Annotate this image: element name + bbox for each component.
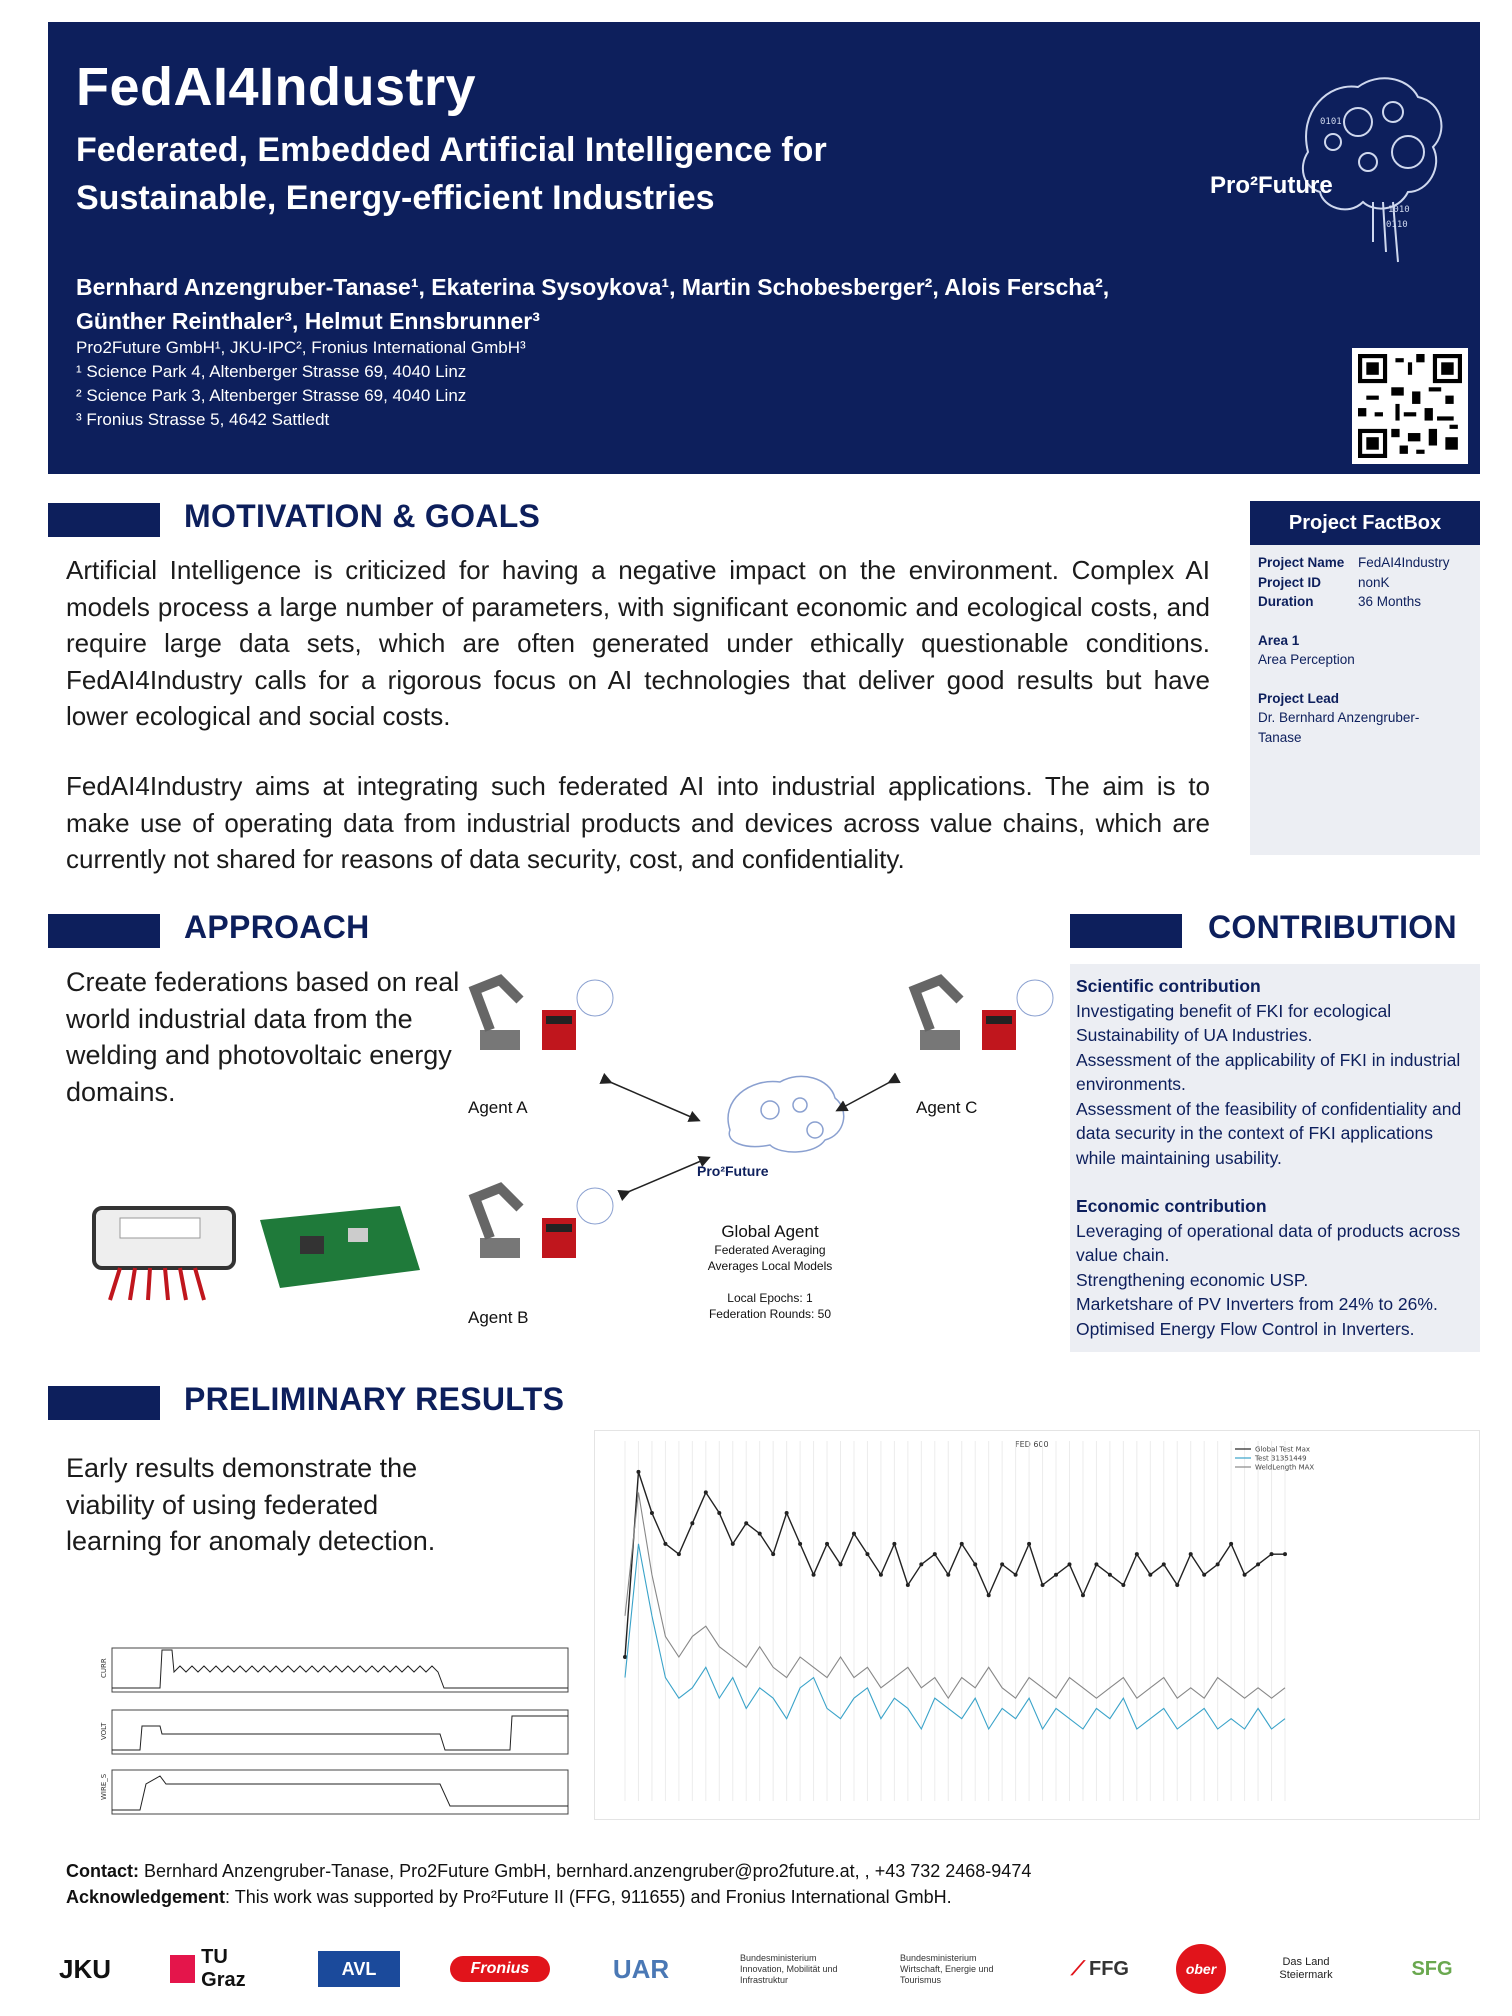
section-title-contribution: CONTRIBUTION	[1208, 909, 1457, 945]
series-point	[1243, 1573, 1247, 1577]
factbox-row	[1258, 592, 1472, 612]
brain-gear-logo	[1208, 52, 1448, 272]
series-point	[758, 1532, 762, 1536]
legend-label: Global Test Max	[1255, 1445, 1311, 1454]
acknowledgement-text: : This work was supported by Pro²Future II (FFG, 911655) and Fronius International GmbH.	[225, 1887, 952, 1907]
series-point	[852, 1532, 856, 1536]
factbox-details	[1250, 545, 1480, 747]
section-title-results: PRELIMINARY RESULTS	[184, 1381, 565, 1417]
ffg-logo: ⟋ FFG	[1071, 1957, 1129, 1980]
series-point	[1054, 1573, 1058, 1577]
ober-logo: ober	[1176, 1944, 1226, 1994]
agent-a-label: Agent A	[468, 1098, 528, 1117]
global-agent-line: Averages Local Models	[707, 1259, 833, 1273]
circuit-board-icon	[260, 1206, 420, 1288]
tu-graz-logo	[170, 1944, 270, 1994]
federation-diagram	[80, 970, 1060, 1340]
contribution-item: Optimised Energy Flow Control in Inverters.	[1076, 1318, 1415, 1339]
series-point	[839, 1562, 843, 1566]
legend-label: WeldLength MAX	[1255, 1463, 1315, 1472]
section-bar	[48, 914, 160, 948]
series-point	[1041, 1583, 1045, 1587]
contact-text[interactable]: Bernhard Anzengruber-Tanase, Pro2Future GmbH, bernhard.anzengruber@pro2future.at, , +43 732 2468-9474	[139, 1861, 1032, 1881]
series-point	[906, 1583, 910, 1587]
series-point	[1081, 1593, 1085, 1597]
series-point	[1121, 1583, 1125, 1587]
contribution-item: Leveraging of operational data of products across value chain.	[1076, 1220, 1461, 1265]
affiliation-line: ¹ Science Park 4, Altenberger Strasse 69, 4040 Linz	[76, 362, 467, 381]
poster-subtitle	[76, 126, 976, 222]
section-bar	[48, 503, 160, 537]
global-agent-line: Federation Rounds: 50	[708, 1307, 832, 1321]
pro2future-brand: Pro²Future	[1210, 172, 1333, 199]
pv-inverter-icon	[94, 1208, 234, 1300]
series-point	[1283, 1552, 1287, 1556]
sfg-logo: SFG	[1411, 1957, 1453, 1980]
authors-line-1: Bernhard Anzengruber-Tanase¹, Ekaterina Sysoykova¹, Martin Schobesberger², Alois Ferscha²,	[76, 274, 1110, 300]
results-text: Early results demonstrate the viability of using federated learning for anomaly detection.	[66, 1453, 436, 1556]
affiliation-line: ² Science Park 3, Altenberger Strasse 69, 4040 Linz	[76, 386, 467, 405]
bmimi-logo: Bundesministerium Innovation, Mobilität und Infrastruktur	[740, 1952, 838, 1985]
section-bar	[48, 1386, 160, 1420]
series-point	[771, 1552, 775, 1556]
signal-label-curr: CURR	[100, 1658, 108, 1678]
global-agent-line: Local Epochs: 1	[727, 1291, 813, 1305]
series-point	[1014, 1573, 1018, 1577]
robot-agent-a-icon	[475, 980, 613, 1050]
economic-contribution-heading: Economic contribution	[1076, 1196, 1267, 1216]
series-point	[1162, 1562, 1166, 1566]
factbox-row	[1258, 573, 1472, 593]
tu-graz-text: TU Graz	[201, 1946, 246, 1991]
series-point	[744, 1521, 748, 1525]
global-agent-caption	[660, 1222, 880, 1322]
robot-agent-b-icon	[475, 1188, 613, 1258]
series-point	[865, 1552, 869, 1556]
factbox-value: FedAI4Industry	[1358, 555, 1450, 570]
series-point	[704, 1490, 708, 1494]
series-point	[785, 1511, 789, 1515]
steiermark-logo: Das Land Steiermark	[1279, 1956, 1333, 1981]
poster-title: FedAI4Industry	[76, 57, 477, 117]
series-point	[933, 1552, 937, 1556]
section-bar	[1070, 914, 1182, 948]
contact-line	[66, 1858, 1031, 1884]
chart-title: FED 600	[1015, 1440, 1049, 1449]
factbox-value: 36 Months	[1358, 594, 1422, 609]
section-title-motivation: MOTIVATION & GOALS	[184, 498, 541, 534]
ffg-text: FFG	[1089, 1957, 1129, 1980]
scientific-contribution-heading: Scientific contribution	[1076, 976, 1261, 996]
affiliations	[76, 336, 526, 432]
global-agent-brain-icon	[728, 1076, 844, 1152]
welding-signal-plots	[100, 1644, 570, 1824]
series-point	[825, 1542, 829, 1546]
series-point	[690, 1521, 694, 1525]
global-agent-brand: Pro²Future	[697, 1163, 769, 1179]
motivation-paragraph-2: FedAI4Industry aims at integrating such federated AI into industrial applications. The aim is to make use of operating data from industrial products and devices across value chains, which are currently not shared for reasons of data security, cost, and confidentiality.	[66, 771, 1210, 874]
signal-label-wire: WIRE_S	[100, 1773, 108, 1800]
contribution-item: Assessment of the applicability of FKI in industrial environments.	[1076, 1049, 1461, 1094]
series-line	[625, 1544, 1285, 1729]
series-point	[798, 1542, 802, 1546]
contact-block	[66, 1858, 1031, 1910]
svg-text:0101: 0101	[1320, 117, 1342, 127]
series-point	[879, 1573, 883, 1577]
factbox-area-value: Area Perception	[1258, 652, 1355, 667]
affiliation-line: ³ Fronius Strasse 5, 4642 Sattledt	[76, 410, 330, 429]
series-point	[1270, 1552, 1274, 1556]
authors	[76, 270, 1176, 338]
series-point	[946, 1573, 950, 1577]
acknowledgement-label: Acknowledgement	[66, 1887, 226, 1907]
series-point	[1175, 1583, 1179, 1587]
svg-text:0110: 0110	[1386, 220, 1408, 230]
series-point	[1094, 1562, 1098, 1566]
uar-logo: UAR	[612, 1953, 670, 1984]
series-point	[1189, 1552, 1193, 1556]
factbox-area-label: Area 1	[1258, 632, 1300, 648]
series-point	[731, 1542, 735, 1546]
factbox-key: Duration	[1258, 594, 1314, 609]
factbox-title: Project FactBox	[1250, 501, 1480, 545]
factbox-lead-value: Dr. Bernhard Anzengruber-Tanase	[1258, 710, 1420, 745]
subtitle-line-2: Sustainable, Energy-efficient Industries	[76, 179, 715, 217]
authors-line-2: Günther Reinthaler³, Helmut Ennsbrunner³	[76, 308, 540, 334]
agent-c-label: Agent C	[916, 1098, 978, 1117]
series-point	[1027, 1542, 1031, 1546]
factbox-key: Project Name	[1258, 555, 1345, 570]
loss-chart-svg	[595, 1431, 1479, 1819]
series-point	[1135, 1552, 1139, 1556]
global-agent-line: Federated Averaging	[714, 1243, 826, 1257]
affiliation-line: Pro2Future GmbH¹, JKU-IPC², Fronius International GmbH³	[76, 338, 526, 357]
signal-label-volt: VOLT	[100, 1722, 108, 1740]
factbox-value: nonK	[1358, 574, 1390, 590]
project-factbox	[1250, 501, 1480, 855]
bmwet-logo: Bundesministerium Wirtschaft, Energie und Tourismus	[900, 1952, 994, 1985]
global-agent-title: Global Agent	[721, 1222, 819, 1241]
motivation-paragraph-1: Artificial Intelligence is criticized for having a negative impact on the environment. Complex AI models process a large number of parameters, with significant economic and ecological costs, and require large data sets, which are often generated under ethically questionable conditions. FedAI4Industry calls for a rigorous focus on AI technologies that deliver good results but have lower ecological and social costs.	[66, 555, 1210, 731]
approach-text: Create federations based on real world industrial data from the welding and photovoltaic energy domains.	[66, 967, 460, 1107]
factbox-row	[1258, 553, 1472, 573]
series-point	[650, 1511, 654, 1515]
agent-b-label: Agent B	[468, 1308, 529, 1327]
contribution-panel	[1070, 964, 1480, 1352]
section-title-approach: APPROACH	[184, 909, 370, 945]
robot-agent-c-icon	[915, 980, 1053, 1050]
series-point	[892, 1542, 896, 1546]
series-point	[663, 1542, 667, 1546]
series-point	[1148, 1573, 1152, 1577]
series-point	[1256, 1562, 1260, 1566]
acknowledgement-line	[66, 1884, 1031, 1910]
fronius-logo: Fronius	[450, 1956, 550, 1982]
series-point	[717, 1511, 721, 1515]
series-point	[1067, 1562, 1071, 1566]
avl-logo: AVL	[318, 1951, 400, 1987]
subtitle-line-1: Federated, Embedded Artificial Intelligence for	[76, 131, 827, 169]
contribution-item: Strengthening economic USP.	[1076, 1269, 1309, 1290]
series-point	[677, 1552, 681, 1556]
factbox-key: Project ID	[1258, 574, 1322, 590]
series-point	[1216, 1562, 1220, 1566]
jku-logo: JKU	[58, 1953, 111, 1984]
contribution-item: Assessment of the feasibility of confidentiality and data security in the context of FKI applications while maintaining usability.	[1076, 1098, 1462, 1168]
contribution-item: Marketshare of PV Inverters from 24% to 26%.	[1076, 1294, 1438, 1314]
series-point	[1202, 1573, 1206, 1577]
series-line	[625, 1472, 1285, 1657]
contribution-item: Investigating benefit of FKI for ecological Sustainability of UA Industries.	[1076, 1000, 1392, 1045]
series-point	[1229, 1542, 1233, 1546]
qr-code[interactable]	[1352, 348, 1468, 464]
factbox-lead-label: Project Lead	[1258, 690, 1340, 706]
sponsor-logos	[40, 1944, 1480, 2004]
series-point	[960, 1542, 964, 1546]
svg-text:1010: 1010	[1388, 205, 1410, 215]
legend-label: Test 31351449	[1255, 1454, 1307, 1463]
series-point	[636, 1470, 640, 1474]
series-point	[973, 1562, 977, 1566]
series-point	[919, 1562, 923, 1566]
contact-label: Contact:	[66, 1861, 139, 1881]
series-point	[812, 1573, 816, 1577]
series-point	[1108, 1573, 1112, 1577]
poster-header	[48, 22, 1480, 474]
federated-loss-chart	[594, 1430, 1480, 1820]
series-point	[1000, 1562, 1004, 1566]
series-point	[987, 1593, 991, 1597]
